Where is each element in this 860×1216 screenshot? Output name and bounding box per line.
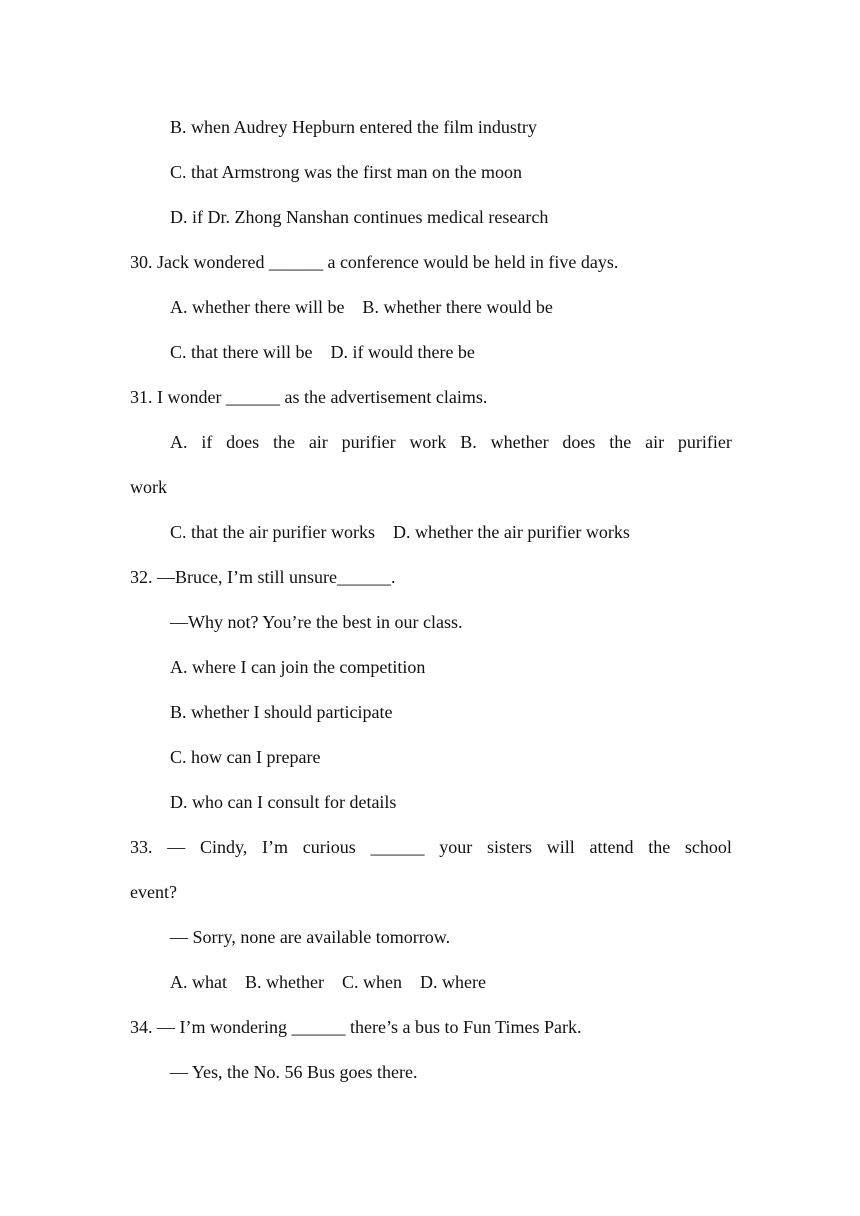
q33-word: curious <box>302 837 356 857</box>
q32-stem: 32. —Bruce, I’m still unsure______. <box>130 567 396 587</box>
q33-word: school <box>684 837 732 857</box>
q31-word: B. <box>460 432 477 452</box>
q29-option-b: B. when Audrey Hepburn entered the film industry <box>170 117 537 137</box>
q31-word: A. <box>170 432 188 452</box>
q33-word: attend <box>589 837 634 857</box>
q33-word: will <box>546 837 575 857</box>
q34-stem: 34. — I’m wondering ______ there’s a bus to Fun Times Park. <box>130 1017 582 1037</box>
q31-word: the <box>272 432 295 452</box>
q33-word: ______ <box>370 837 425 857</box>
q32-option-b: B. whether I should participate <box>170 702 393 722</box>
q31-word: purifier <box>677 432 732 452</box>
q33-options: A. what B. whether C. when D. where <box>170 972 486 992</box>
q31-word: air <box>308 432 328 452</box>
q29-option-d: D. if Dr. Zhong Nanshan continues medical research <box>170 207 549 227</box>
q33-word: your <box>439 837 473 857</box>
q32-option-a: A. where I can join the competition <box>170 657 426 677</box>
q31-word: the <box>609 432 632 452</box>
q31-word: does <box>562 432 596 452</box>
q32-option-d: D. who can I consult for details <box>170 792 397 812</box>
q31-options-ab-continued: work <box>130 477 167 497</box>
q30-stem: 30. Jack wondered ______ a conference would be held in five days. <box>130 252 619 272</box>
q31-word: air <box>645 432 665 452</box>
q31-word: purifier <box>341 432 396 452</box>
q31-word: if <box>201 432 213 452</box>
q33-word: — <box>167 837 186 857</box>
q31-word: whether <box>490 432 549 452</box>
q33-word: the <box>648 837 671 857</box>
q29-option-c: C. that Armstrong was the first man on the moon <box>170 162 522 182</box>
q32-reply: —Why not? You’re the best in our class. <box>170 612 463 632</box>
q33-word: 33. <box>130 837 153 857</box>
q30-options-cd: C. that there will be D. if would there be <box>170 342 475 362</box>
q31-options-ab <box>170 430 732 454</box>
q33-stem <box>130 835 732 859</box>
q31-options-cd: C. that the air purifier works D. whether the air purifier works <box>170 522 630 542</box>
q31-word: does <box>226 432 260 452</box>
q30-options-ab: A. whether there will be B. whether there would be <box>170 297 553 317</box>
q33-word: sisters <box>486 837 532 857</box>
q31-word: work <box>409 432 447 452</box>
q33-word: I’m <box>262 837 289 857</box>
q32-option-c: C. how can I prepare <box>170 747 321 767</box>
q33-stem-continued: event? <box>130 882 177 902</box>
q31-stem: 31. I wonder ______ as the advertisement claims. <box>130 387 488 407</box>
q34-reply: — Yes, the No. 56 Bus goes there. <box>170 1062 418 1082</box>
q33-word: Cindy, <box>199 837 248 857</box>
q33-reply: — Sorry, none are available tomorrow. <box>170 927 451 947</box>
